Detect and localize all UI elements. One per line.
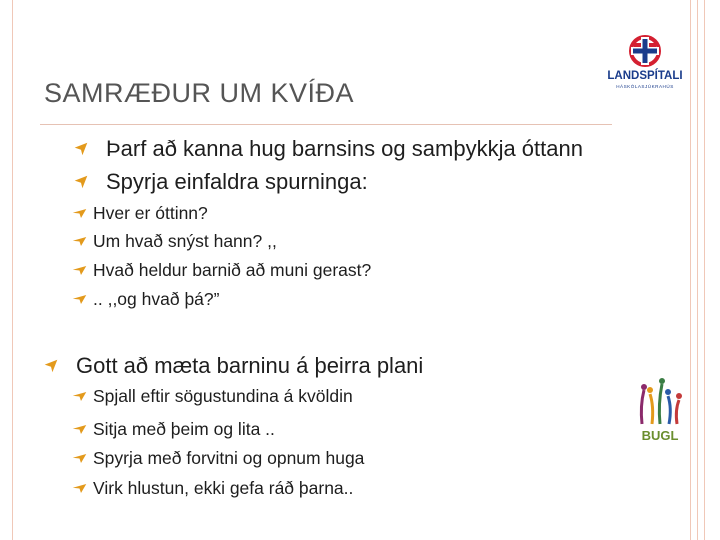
bullet-item [74,138,583,160]
sub-bullet-text: .. ,,og hvað þá?” [93,289,220,309]
star-bullet-icon [74,142,88,156]
bullet-item [44,355,423,377]
sub-bullet-item [72,421,275,439]
frame-line-right-2 [697,0,698,540]
star-bullet-icon [72,424,87,435]
star-bullet-icon [72,453,87,464]
sub-bullet-text: Hvað heldur barnið að muni gerast? [93,260,372,280]
bullet-text: Spyrja einfaldra spurninga: [106,169,368,194]
sub-bullet-text: Sitja með þeim og lita .. [93,419,275,439]
sub-bullet-text: Virk hlustun, ekki gefa ráð þarna.. [93,478,354,498]
title-divider [40,124,612,125]
sub-bullet-item [72,450,364,468]
bullet-text: Gott að mæta barninu á þeirra plani [76,353,424,378]
star-bullet-icon [72,208,87,219]
bullet-item [74,171,368,193]
frame-line-right-3 [704,0,705,540]
star-bullet-icon [44,359,58,373]
sub-bullet-item [72,480,353,498]
star-bullet-icon [72,483,87,494]
bullet-text: Þarf að kanna hug barnsins og samþykkja óttann [106,136,583,161]
sub-bullet-item [72,262,371,280]
star-bullet-icon [72,294,87,305]
star-bullet-icon [72,391,87,402]
sub-bullet-item [72,388,353,406]
sub-bullet-item [72,233,277,251]
sub-bullet-item [72,291,219,309]
sub-bullet-item [72,205,208,223]
frame-line-right-1 [690,0,691,540]
landspitali-logo [602,34,688,94]
svg-text:HÁSKÓLASJÚKRAHÚS: HÁSKÓLASJÚKRAHÚS [616,84,674,89]
sub-bullet-text: Hver er óttinn? [93,203,208,223]
svg-text:LANDSPÍTALI: LANDSPÍTALI [607,70,683,82]
slide-title: SAMRÆÐUR UM KVÍÐA [44,78,355,108]
star-bullet-icon [74,175,88,189]
frame-line-left [12,0,13,540]
star-bullet-icon [72,265,87,276]
svg-text:BUGL: BUGL [641,428,679,443]
sub-bullet-text: Spjall eftir sögustundina á kvöldin [93,386,353,406]
sub-bullet-text: Spyrja með forvitni og opnum huga [93,448,365,468]
star-bullet-icon [72,236,87,247]
bugl-logo [632,376,688,444]
sub-bullet-text: Um hvað snýst hann? ,, [93,231,277,251]
